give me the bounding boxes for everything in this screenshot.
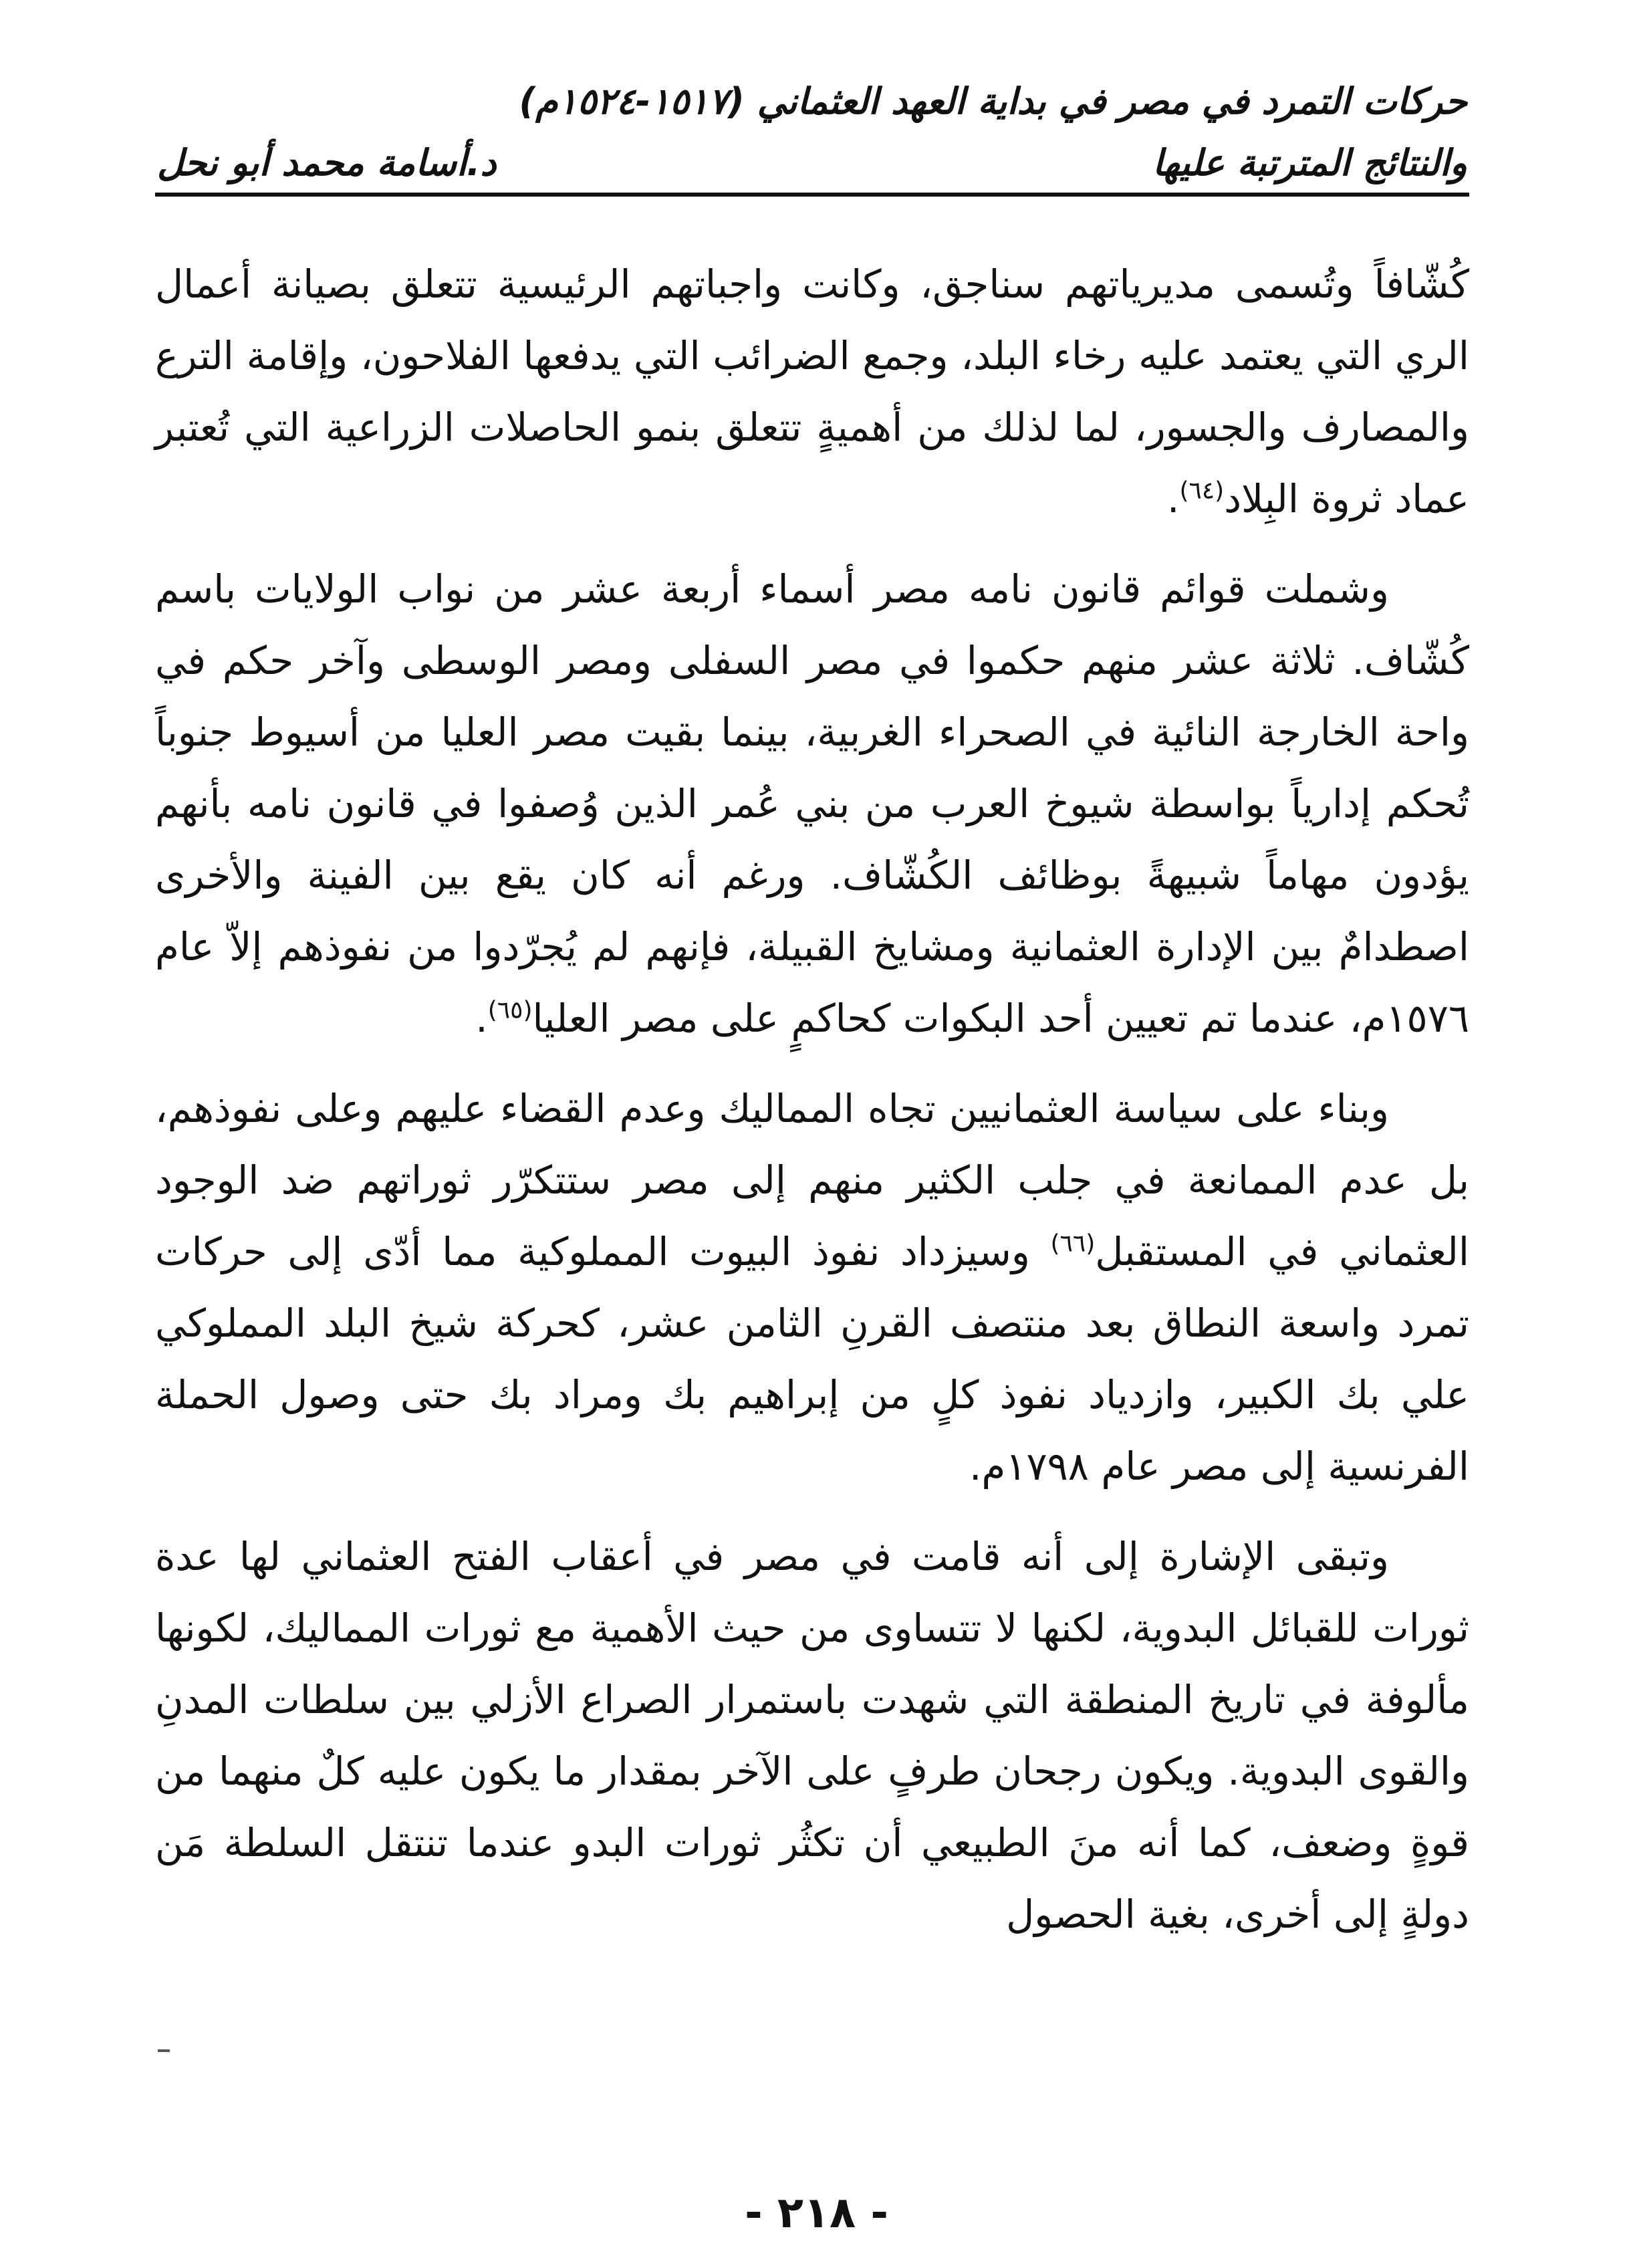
header-divider bbox=[155, 193, 1469, 197]
paragraph-text-end: وسيزداد نفوذ البيوت المملوكية مما أدّى إلى حركات تمرد واسعة النطاق بعد منتصف القرنِ الثامن عشر، كحركة شيخ البلد المملوكي علي بك الكبير، وازدياد نفوذ كلٍ من إبراهيم بك ومراد بك حتى وصول الحملة الفرنسية إلى مصر عام ١٧٩٨م. bbox=[155, 1229, 1469, 1489]
paragraph-4 bbox=[155, 1521, 1469, 1950]
paragraph-1 bbox=[155, 249, 1469, 535]
paragraph-text: وتبقى الإشارة إلى أنه قامت في مصر في أعقاب الفتح العثماني لها عدة ثورات للقبائل البدوية، لكنها لا تتساوى من حيث الأهمية مع ثورات المماليك، لكونها مألوفة في تاريخ المنطقة التي شهدت باستمرار الصراع الأزلي بين سلطات المدنِ والقوى البدوية. ويكون رجحان طرفٍ على الآخر بمقدار ما يكون عليه كلٌ منهما من قوةٍ وضعف، كما أنه منَ الطبيعي أن تكثُر ثورات البدو عندما تنتقل السلطة مَن دولةٍ إلى أخرى، بغية الحصول bbox=[155, 1534, 1469, 1937]
body-text bbox=[155, 249, 1469, 1969]
scan-artifact-dash bbox=[158, 2049, 170, 2052]
header-title: حركات التمرد في مصر في بداية العهد العثماني (١٥١٧-١٥٢٤م) bbox=[519, 80, 1467, 122]
footnote-ref: (٦٥) bbox=[487, 996, 533, 1024]
paragraph-text: وشملت قوائم قانون نامه مصر أسماء أربعة عشر من نواب الولايات باسم كُشّاف. ثلاثة عشر منهم حكموا في مصر السفلى ومصر الوسطى وآخر حكم في واحة الخارجة النائية في الصحراء الغربية، بينما بقيت مصر العليا من أسيوط جنوباً تُحكم إدارياً بواسطة شيوخ العرب من بني عُمر الذين وُصفوا في قانون نامه بأنهم يؤدون مهاماً شبيهةً بوظائف الكُشّاف. ورغم أنه كان يقع بين الفينة والأخرى اصطدامٌ بين الإدارة العثمانية ومشايخ القبيلة، فإنهم لم يُجرّدوا من نفوذهم إلاّ عام ١٥٧٦م، عندما تم تعيين أحد البكوات كحاكمٍ على مصر العليا bbox=[155, 566, 1469, 1041]
paragraph-text: وبناء على سياسة العثمانيين تجاه المماليك وعدم القضاء عليهم وعلى نفوذهم، بل عدم الممانعة في جلب الكثير منهم إلى مصر ستتكرّر ثوراتهم ضد الوجود العثماني في المستقبل bbox=[155, 1086, 1469, 1274]
header-author: د.أسامة محمد أبو نحل bbox=[157, 142, 497, 184]
footnote-ref: (٦٤) bbox=[1179, 477, 1225, 505]
paragraph-2 bbox=[155, 554, 1469, 1054]
running-header bbox=[157, 75, 1467, 192]
paragraph-text-end: . bbox=[475, 996, 488, 1041]
footnote-ref: (٦٦) bbox=[1050, 1230, 1096, 1258]
page-number: - ٢١٨ - bbox=[745, 2188, 888, 2238]
paragraph-text: كُشّافاً وتُسمى مديرياتهم سناجق، وكانت واجباتهم الرئيسية تتعلق بصيانة أعمال الري التي يعتمد عليه رخاء البلد، وجمع الضرائب التي يدفعها الفلاحون، وإقامة الترع والمصارف والجسور، لما لذلك من أهميةٍ تتعلق بنمو الحاصلات الزراعية التي تُعتبر عماد ثروة البِلاد bbox=[155, 261, 1469, 522]
header-subtitle: والنتائج المترتبة عليها bbox=[1152, 142, 1467, 184]
paragraph-text-end: . bbox=[1167, 476, 1180, 522]
paragraph-3 bbox=[155, 1073, 1469, 1502]
